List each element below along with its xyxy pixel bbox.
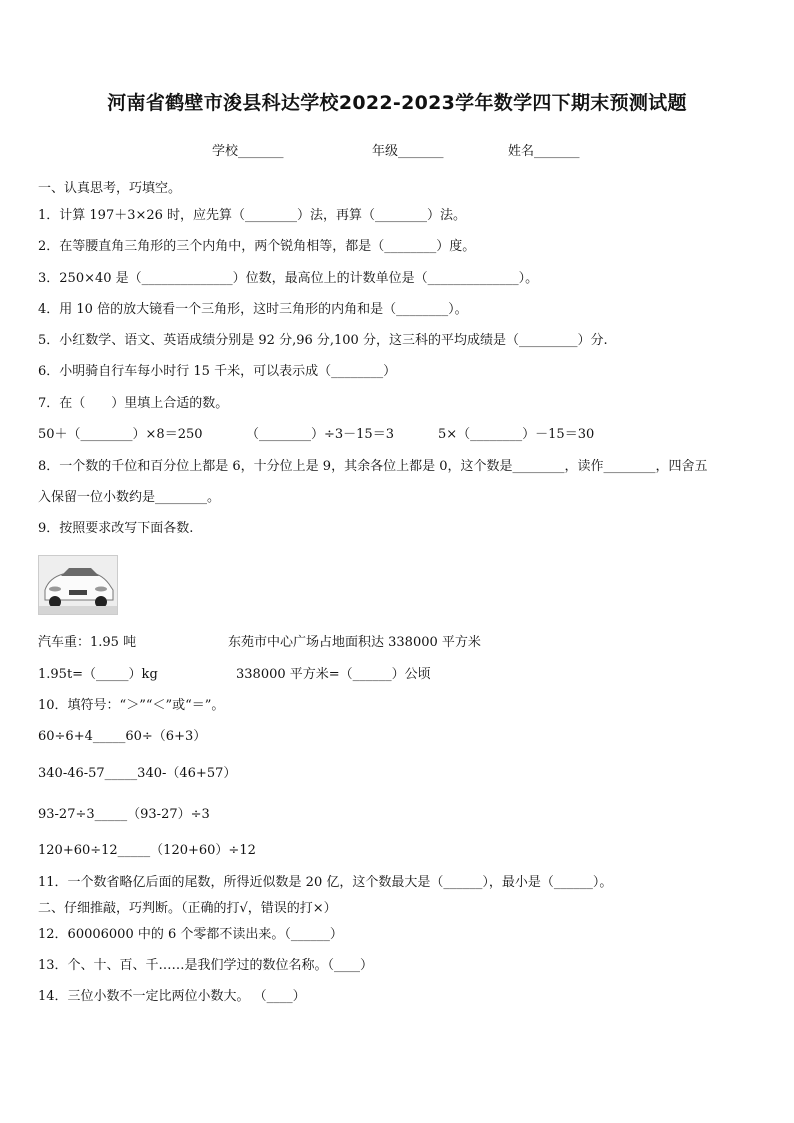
name-field[interactable]: 姓名_______ (508, 144, 580, 159)
question-8-line-1: 8．一个数的千位和百分位上都是 6，十分位上是 9，其余各位上都是 0，这个数是________，读作________，四舍五 (38, 459, 708, 474)
question-9-left-fill: 1.95t=（_____）kg (38, 667, 158, 682)
question-2: 2．在等腰直角三角形的三个内角中，两个锐角相等，都是（________）度。 (38, 239, 476, 254)
question-7-item-2: （________）÷3－15＝3 (246, 427, 394, 442)
question-13: 13．个、十、百、千……是我们学过的数位名称。（____） (38, 958, 374, 973)
car-icon (39, 556, 117, 614)
question-1: 1．计算 197＋3×26 时，应先算（________）法，再算（________）法。 (38, 208, 467, 223)
question-14: 14．三位小数不一定比两位小数大。 （____） (38, 989, 306, 1004)
question-10: 10．填符号：“＞”“＜”或“＝”。 (38, 698, 225, 713)
question-10-item-1: 60÷6+4_____60÷（6+3） (38, 729, 207, 744)
school-field[interactable]: 学校_______ (212, 144, 284, 159)
question-9-right-label: 东苑市中心广场占地面积达 338000 平方米 (228, 635, 481, 650)
car-image (38, 555, 118, 615)
question-7-item-1: 50＋（________）×8＝250 (38, 427, 203, 442)
section-heading-true-false: 二、仔细推敲，巧判断。（正确的打√，错误的打×） (38, 901, 337, 916)
section-heading-fill-blanks: 一、认真思考，巧填空。 (38, 181, 182, 196)
question-7-item-3: 5×（________）－15＝30 (438, 427, 595, 442)
question-10-item-2: 340-46-57_____340-（46+57） (38, 766, 237, 781)
question-10-item-4: 120+60÷12_____（120+60）÷12 (38, 843, 256, 858)
grade-field[interactable]: 年级_______ (372, 144, 444, 159)
page-title: 河南省鹤壁市浚县科达学校2022-2023学年数学四下期末预测试题 (107, 92, 687, 114)
question-9-right-fill: 338000 平方米=（______）公顷 (236, 667, 431, 682)
question-6: 6．小明骑自行车每小时行 15 千米，可以表示成（________） (38, 364, 397, 379)
question-7: 7．在（ ）里填上合适的数。 (38, 396, 229, 411)
question-9: 9．按照要求改写下面各数. (38, 521, 194, 536)
question-5: 5．小红数学、语文、英语成绩分别是 92 分,96 分,100 分，这三科的平均成绩是（_________）分. (38, 333, 608, 348)
question-11: 11．一个数省略亿后面的尾数，所得近似数是 20 亿，这个数最大是（______），最小是（______）。 (38, 875, 613, 890)
question-3: 3．250×40 是（______________）位数，最高位上的计数单位是（______________）。 (38, 271, 539, 286)
question-4: 4．用 10 倍的放大镜看一个三角形，这时三角形的内角和是（________）。 (38, 302, 468, 317)
question-12: 12．60006000 中的 6 个零都不读出来。（______） (38, 927, 343, 942)
question-8-line-2: 入保留一位小数约是________。 (38, 490, 221, 505)
question-9-left-label: 汽车重：1.95 吨 (38, 635, 137, 650)
question-10-item-3: 93-27÷3_____（93-27）÷3 (38, 807, 210, 822)
